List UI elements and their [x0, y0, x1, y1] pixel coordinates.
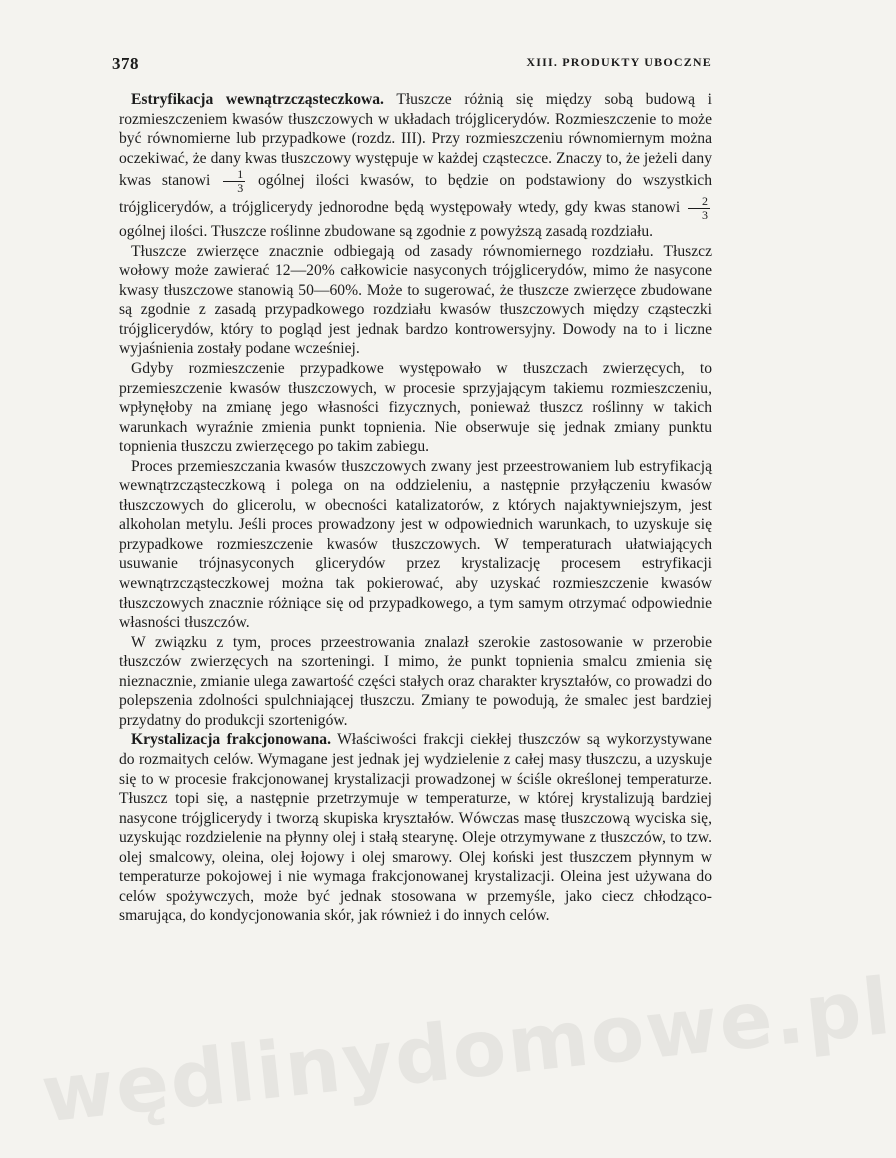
paragraph-proces-przemieszczania: Proces przemieszczania kwasów tłuszczowych zwany jest przeestrowaniem lub estryfikacją wewnątrzcząsteczkową i polega on na oddzieleniu, a następnie przyłączeniu kwasów tłuszczowych do glicerolu, w obecności katalizatorów, z których najaktywniejszym, jest alkoholan metylu. Jeśli proces prowadzony jest w odpowiednich warunkach, to uzyskuje się przypadkowe rozmieszczenie kwasów tłuszczowych. W temperaturach ułatwiających usuwanie trójnasyconych glicerydów przez krystalizację procesem estryfikacji wewnątrzcząsteczkowej można tak pokierować, aby uzyskać rozmieszczenie kwasów tłuszczowych znacznie różniące się od przypadkowego, a tym samym otrzymać odpowiednie własności tłuszczów. [119, 457, 712, 632]
page-header [112, 52, 712, 74]
watermark: wędlinydomowe.pl [37, 961, 896, 1141]
paragraph-text: ogólnej ilości. Tłuszcze roślinne zbudowane są zgodnie z powyższą zasadą rozdziału. [119, 223, 654, 241]
page-number: 378 [112, 54, 139, 73]
body-text [119, 90, 712, 926]
fraction-numerator: 1 [223, 168, 245, 182]
paragraph-text: Właściwości frakcji ciekłej tłuszczów są wykorzystywane do rozmaitych celów. Wymagane jest jednak jej wydzielenie z całej masy tłuszczu, a uzyskuje się to w procesie frakcjonowanej krystalizacji prowadzonej w ściśle określonej temperaturze. Tłuszcz topi się, a następnie przetrzymuje w temperaturze, w której krystalizują bardziej nasycone trójglicerydy i tworzą skupiska kryształów. Wówczas masę tłuszczową wyciska się, uzyskując rozdzielenie na płynny olej i stałą stearynę. Oleje otrzymywane z tłuszczów, to tzw. olej smalcowy, oleina, olej łojowy i olej smarowy. Olej koński jest tłuszczem płynnym w temperaturze pokojowej i nie wymaga frakcjonowanej krystalizacji. Oleina jest używana do celów spożywczych, może być jednak stosowana w przemyśle, jako ciecz chłodząco-smarująca, do kondycjonowania skór, jak również i do innych celów. [119, 731, 712, 925]
paragraph-tluszcze-zwierzece: Tłuszcze zwierzęce znacznie odbiegają od zasady równomiernego rozdziału. Tłuszcz wołowy może zawierać 12—20% całkowicie nasyconych trójglicerydów, mimo że nasycone kwasy tłuszczowe stanowią 50—60%. Może to sugerować, że tłuszcze zwierzęce zbudowane są zgodnie z zasadą przypadkowego rozdziału kwasów tłuszczowych między cząsteczki trójglicerydów, który to pogląd jest jednak bardzo kontrowersyjny. Dowody na to i liczne wyjaśnienia zostały podane wcześniej. [119, 242, 712, 358]
paragraph-przeestrowanie: W związku z tym, proces przeestrowania znalazł szerokie zastosowanie w przerobie tłuszczów zwierzęcych na szorteningi. I mimo, że punkt topnienia smalcu zmienia się nieznacznie, zmianie ulega zawartość części stałych oraz charakter kryształów, co prowadzi do polepszenia zdolności spulchniającej tłuszczu. Zmiany te powodują, że smalec jest bardziej przydatny do produkcji szortenigów. [119, 633, 712, 729]
fraction-denominator: 3 [237, 181, 244, 196]
fraction-denominator: 3 [702, 208, 708, 223]
fraction-one-third [223, 168, 245, 195]
paragraph-krystalizacja [119, 730, 712, 925]
fraction-numerator: 2 [688, 195, 710, 209]
paragraph-estryfikacja [119, 90, 712, 242]
paragraph-text: Tłuszcze różnią się między sobą budową i rozmieszczeniem kwasów tłuszczowych w układach trójglicerydów. Rozmieszczenie to może być równomierne lub przypadkowe (rozdz. III). Przy rozmieszczeniu równomiernym można oczekiwać, że dany kwas tłuszczowy występuje w każdej cząsteczce. Znaczy to, że jeżeli dany kwas stanowi [119, 91, 712, 190]
fraction-two-thirds [688, 195, 710, 222]
paragraph-rozmieszczenie-przypadkowe: Gdyby rozmieszczenie przypadkowe występowało w tłuszczach zwierzęcych, to przemieszczenie kwasów tłuszczowych, w procesie sprzyjającym takiemu rozmieszczeniu, wpłynęłoby na zmianę jego własności fizycznych, ponieważ tłuszcz roślinny w takich warunkach wyraźnie zmienia punkt topnienia. Nie obserwuje się jednak zmiany punktu topnienia tłuszczu zwierzęcego po takim zabiegu. [119, 360, 712, 456]
section-lead-estryfikacja: Estryfikacja wewnątrzcząsteczkowa. [131, 91, 384, 108]
paragraph-text: ogólnej ilości kwasów, to będzie on podstawiony do wszystkich trójglicerydów, a trójglicerydy jednorodne będą występowały wtedy, gdy kwas stanowi [119, 172, 712, 217]
running-head: XIII. PRODUKTY UBOCZNE [526, 55, 712, 69]
section-lead-krystalizacja: Krystalizacja frakcjonowana. [131, 731, 331, 749]
